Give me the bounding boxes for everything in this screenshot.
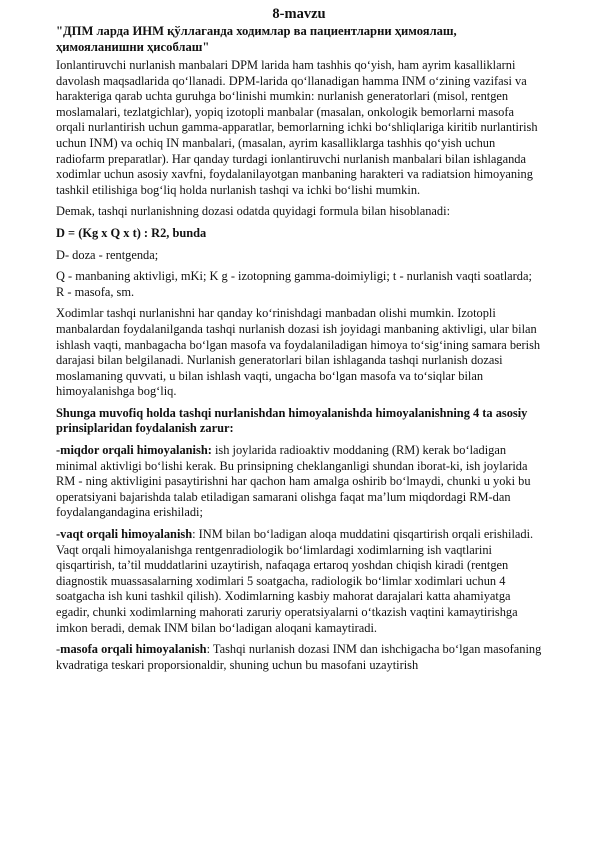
dose-formula: D = (Kg x Q x t) : R2, bunda: [56, 225, 207, 240]
paragraph-distance-protection: [56, 642, 542, 673]
paragraph-principles-heading: Shunga muvofiq holda tashqi nurlanishdan himoyalanishda himoyalanishning 4 ta asosiy prinsiplaridan foydalanish zarur:: [56, 405, 528, 436]
distance-protection-dash: -: [56, 642, 61, 657]
document-title: "ДПМ ларда ИНМ қўллаганда ходимлар ва пациентларни ҳимоялаш, ҳимояланишни ҳисоблаш": [56, 24, 457, 54]
paragraph-time-protection: [56, 527, 542, 636]
paragraph-external-exposure: Xodimlar tashqi nurlanishni har qanday ko‘rinishdagi manbadan olishi mumkin. Izotopli manbalardan foydalanilganda tashqi nurlanish dozasi ish joyidagi manbaning aktivligi, ular bilan ishlash vaqti, manbagacha bo‘lgan masofa va foydalaniladigan himoya to‘sig‘ining samara berish darajasi bilan belgilanadi. Nurlanish generatorlari bilan ishlaganda tashqi nurlanish dozasi moslamaning quvvati, u bilan ishlash vaqti, ungacha bo‘lgan masofa va to‘siqlar bilan himoyalanishga bog‘liq.: [56, 306, 541, 399]
paragraph-dose-definition: D- doza - rentgenda;: [56, 247, 159, 262]
paragraph-quantity-protection: [56, 443, 542, 521]
distance-protection-lead: masofa orqali himoyalanish: [60, 642, 207, 657]
topic-heading: 8-mavzu: [272, 6, 326, 22]
paragraph-formula-intro: Demak, tashqi nurlanishning dozasi odatda quyidagi formula bilan hisoblanadi:: [56, 204, 451, 219]
document-page: [56, 6, 542, 679]
paragraph-intro: Ionlantiruvchi nurlanish manbalari DPM larida ham tashhis qo‘yish, ham ayrim kasalliklarni davolash maqsadlarida qo‘llanadi. DPM-larida qo‘llanadigan hamma INM o‘zining vazifasi va harakteriga qarab uchta guruhga bo‘linishi mumkin: nurlanish generatorlari (misol, rentgen moslamalari, tezlatgichlar), yopiq izotopli manbalar (masalan, onkologik bemorlarni masofa orqali nurlantirish uchun gamma-apparatlar, bemorlarning ichki bo‘shliqlariga kiritib nurlantirish uchun INM) va ochiq IN manbalari, (masalan, ayrim kasalliklarga tashhis qo‘yish uchun radiofarm preparatlar). Har qanday turdagi ionlantiruvchi nurlanish manbalari bilan ishlaganda xodimlar uchun asosiy xavfni, foydalanilayotgan manbaning harakteri va radiatsion himoyaning tashkil etilishiga bog‘liq holda nurlanish tashqi va ichki bo‘lishi mumkin.: [56, 58, 538, 197]
time-protection-text: : INM bilan bo‘ladigan aloqa muddatini qisqartirish orqali erishiladi. Vaqt orqali himoyalanishga rentgenradiologik bo‘limlardagi xodimlarning ish vaqtlarini qisqartirish, ta’til muddatlarini uzaytirish, nafaqaga ertaroq yoshdan chiqish kiradi (rentgen diagnostik muassasalarning xodimlari 5 soatgacha, radiologik bo‘limlar xodimlari uchun 4 soatgacha ish kuni tashkil qilish). Xodimlarning kasbiy mahorat darajalari katta ahamiyatga egadir, chunki xodimlarning mahorati zaruriy operatsiyalarni o‘tkazish vaqtini kamaytirishga imkon beradi, demak INM bilan bo‘ladigan aloqani kamaytiradi.: [56, 527, 534, 635]
paragraph-variables: Q - manbaning aktivligi, mKi; K g - izotopning gamma-doimiyligi; t - nurlanish vaqti soatlarda; R - masofa, sm.: [56, 269, 532, 299]
time-protection-lead: -vaqt orqali himoyalanish: [56, 527, 193, 542]
quantity-protection-lead: -miqdor orqali himoyalanish:: [56, 443, 212, 458]
distance-protection-text: : Tashqi nurlanish dozasi INM dan ishchigacha bo‘lgan masofaning kvadratiga teskari proporsionaldir, shuning uchun bu masofani uzaytirish: [56, 642, 542, 672]
quantity-protection-text: ish joylarida radioaktiv moddaning (RM) kerak bo‘ladigan minimal aktivligi bo‘lishi kerak. Bu prinsipning cheklanganligi shundan iborat-ki, ish joylarida RM - ning aktivligini pasaytirishni har qachon ham amalga oshirib bo‘lmaydi, chunki u yoki bu operatsiyani bajarishda talab etiladigan samarani olishga faqat ma’lum miqdordagi RM-dan foydalangandagina erishiladi;: [56, 443, 531, 520]
